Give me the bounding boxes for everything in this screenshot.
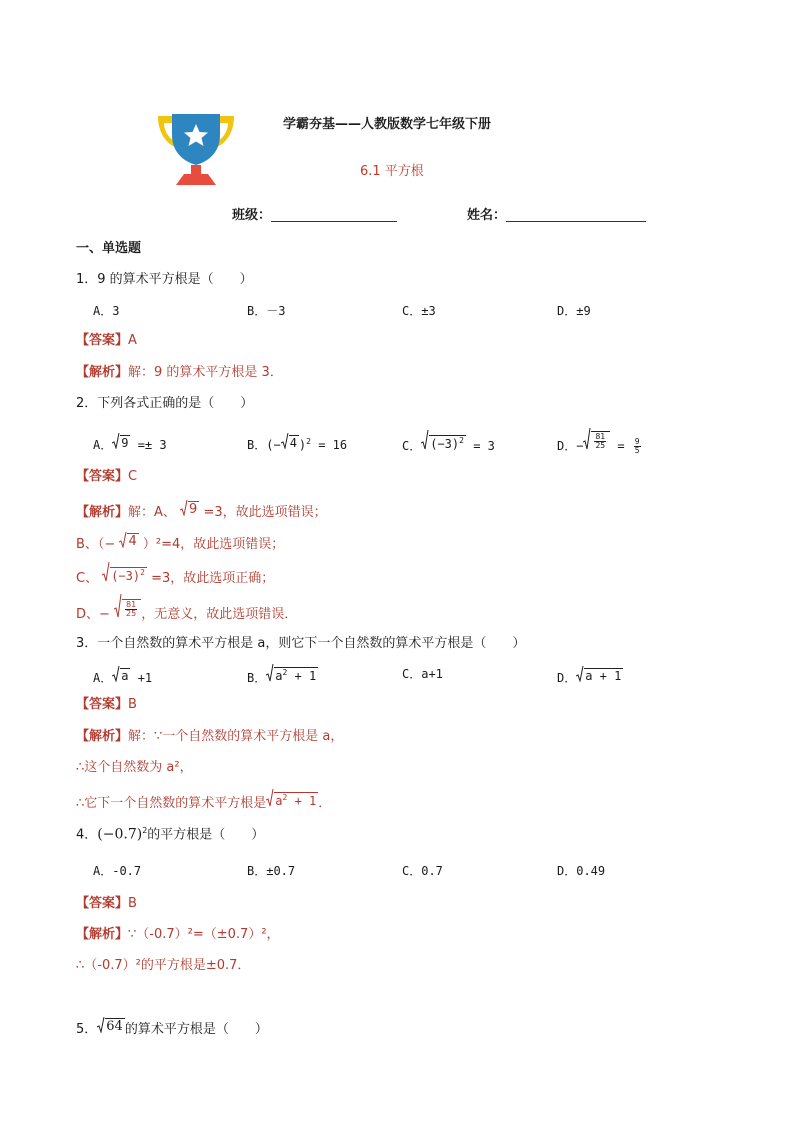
sqrt [112, 433, 130, 449]
radicand: a + 1 [585, 669, 622, 683]
q2-option-b [247, 433, 347, 451]
radicand: a [121, 669, 129, 683]
analysis-text: D、− [76, 607, 115, 622]
analysis-text: ，无意义，故此选项错误． [141, 607, 298, 622]
numerator: 81 [126, 600, 137, 609]
analysis-text: 解：∵一个自然数的算术平方根是 a， [128, 729, 344, 744]
question-text: 的算术平方根是（ ） [124, 1022, 268, 1037]
section-subtitle: 6.1 平方根 [360, 164, 424, 179]
option-letter: B．(− [247, 438, 281, 452]
radicand: 64 [106, 1019, 123, 1034]
name-field [467, 209, 646, 222]
exponent: 2 [306, 437, 311, 446]
class-label: 班级： [232, 208, 272, 223]
analysis-label: 【解析】 [76, 505, 129, 520]
radicand: 4 [289, 436, 297, 450]
q4-stem [76, 827, 264, 841]
numerator: 81 [595, 432, 606, 441]
sqrt [114, 594, 141, 618]
q1-stem: 1．9 的算术平方根是（ ） [76, 272, 253, 287]
class-blank [271, 209, 397, 222]
sqrt [421, 430, 466, 450]
class-field [232, 209, 397, 222]
sqrt [180, 500, 199, 516]
answer-label: 【答案】 [76, 896, 129, 911]
option-rest: = 16 [310, 438, 348, 452]
q2-option-d [557, 428, 643, 455]
sqrt [119, 532, 138, 548]
exponent: 2 [282, 668, 288, 677]
q1-analysis [76, 366, 283, 379]
exponent: 2 [459, 436, 464, 445]
q1-option-b: B．－3 [247, 304, 286, 318]
equals: = [610, 439, 632, 453]
question-number: 4． [76, 827, 98, 843]
q3-option-a [93, 666, 152, 684]
analysis-label: 【解析】 [76, 365, 129, 380]
q2-stem: 2．下列各式正确的是（ ） [76, 396, 254, 411]
q3-stem: 3．一个自然数的算术平方根是 a，则它下一个自然数的算术平方根是（ ） [76, 636, 526, 651]
exponent: 2 [142, 826, 148, 835]
q2-option-c [402, 430, 495, 452]
sqrt [97, 1017, 125, 1033]
q4-option-d: D．0.49 [557, 864, 606, 878]
sqrt [576, 666, 623, 682]
trophy-logo [154, 113, 238, 187]
option-rest: +1 [130, 671, 153, 685]
answer-label: 【答案】 [76, 333, 129, 348]
numerator: 9 [634, 437, 640, 446]
sqrt [102, 562, 147, 582]
q1-answer [76, 334, 137, 347]
option-letter: A． [93, 671, 113, 685]
q4-analysis-line2: ∴（-0.7）²的平方根是±0.7． [76, 958, 251, 973]
answer-value: A [128, 333, 137, 348]
sqrt [112, 666, 130, 682]
option-letter: D．− [557, 439, 584, 453]
fraction [125, 601, 137, 618]
denominator: 5 [634, 446, 640, 455]
q5-stem [76, 1017, 268, 1036]
option-paren: ) [298, 438, 307, 452]
analysis-text: ∵（-0.7）²=（±0.7）²， [128, 927, 280, 942]
q2-analysis-line2 [76, 532, 284, 551]
section-heading: 一、单选题 [76, 241, 142, 256]
q4-option-c: C．0.7 [402, 864, 443, 878]
option-letter: B． [247, 671, 267, 685]
analysis-text: ）²=4，故此选项错误； [138, 537, 285, 552]
answer-label: 【答案】 [76, 469, 129, 484]
option-letter: C． [402, 439, 422, 453]
radicand-rest: + 1 [287, 794, 317, 808]
q2-analysis-line4 [76, 594, 297, 621]
radicand-base: a [275, 669, 283, 683]
analysis-text: ∴它下一个自然数的算术平方根是 [76, 796, 267, 811]
fraction [634, 438, 641, 455]
radicand-base: (−3) [430, 437, 460, 451]
analysis-label: 【解析】 [76, 927, 129, 942]
question-text: 的平方根是（ ） [147, 827, 265, 843]
q3-analysis-line1 [76, 730, 343, 743]
q3-analysis-line3 [76, 789, 331, 810]
q3-option-c: C．a+1 [402, 667, 443, 681]
denominator: 25 [126, 609, 137, 618]
name-blank [506, 209, 646, 222]
analysis-text: B、（− [76, 537, 120, 552]
q4-answer [76, 897, 137, 910]
q2-option-a [93, 433, 167, 451]
q1-option-c: C．±3 [402, 304, 436, 318]
exponent: 2 [282, 793, 288, 802]
radicand [274, 667, 318, 682]
question-number: 5． [76, 1022, 98, 1037]
answer-value: B [128, 697, 137, 712]
sqrt [583, 428, 610, 450]
q4-analysis-line1 [76, 928, 280, 941]
analysis-label: 【解析】 [76, 729, 129, 744]
option-letter: D． [557, 671, 577, 685]
analysis-text: =3，故此选项错误； [199, 505, 327, 520]
radicand: 9 [121, 436, 129, 450]
analysis-text: 解：A、 [128, 505, 181, 520]
radicand: 9 [189, 502, 198, 517]
answer-value: C [128, 469, 138, 484]
math-base: (−0.7) [97, 826, 143, 843]
name-label: 姓名： [467, 208, 507, 223]
q3-option-b [247, 664, 318, 684]
q4-option-b: B．±0.7 [247, 864, 296, 878]
q3-answer [76, 698, 137, 711]
radicand-base: a [275, 794, 283, 808]
radicand-rest: + 1 [287, 669, 317, 683]
option-letter: A． [93, 438, 113, 452]
radicand: 4 [128, 534, 137, 549]
q1-option-a: A．3 [93, 304, 120, 318]
answer-value: B [128, 896, 137, 911]
fraction [594, 433, 606, 450]
sqrt [281, 433, 299, 449]
radicand-base: (−3) [111, 569, 141, 583]
denominator: 25 [595, 441, 606, 450]
radicand [429, 435, 466, 450]
analysis-text: C、 [76, 571, 103, 586]
q1-option-d: D．±9 [557, 304, 591, 318]
radicand [122, 599, 141, 618]
q2-analysis-line3 [76, 562, 274, 585]
radicand [274, 792, 318, 807]
option-rest: = 3 [465, 439, 495, 453]
analysis-text: 解：9 的算术平方根是 3． [128, 365, 283, 380]
q4-option-a: A．-0.7 [93, 864, 142, 878]
option-rest: =± 3 [130, 438, 167, 452]
q3-analysis-line2: ∴这个自然数为 a²， [76, 760, 193, 775]
radicand [110, 567, 147, 582]
answer-label: 【答案】 [76, 697, 129, 712]
analysis-text: =3，故此选项正确； [146, 571, 275, 586]
exponent: 2 [140, 568, 145, 577]
q3-option-d [557, 666, 623, 684]
analysis-text: ． [318, 796, 332, 811]
radicand [591, 431, 610, 450]
q2-analysis-line1 [76, 500, 327, 519]
sqrt [266, 664, 318, 682]
sqrt [266, 789, 318, 807]
page-title: 学霸夯基——人教版数学七年级下册 [283, 117, 492, 132]
q2-answer [76, 470, 137, 483]
